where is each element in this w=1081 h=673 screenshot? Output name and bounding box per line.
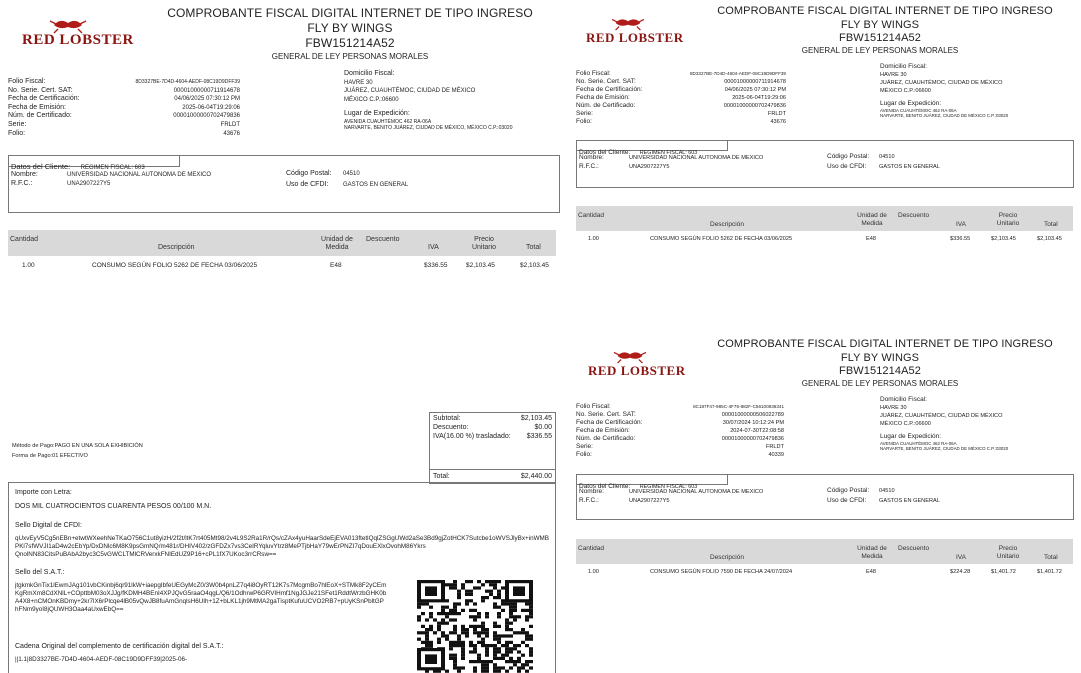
brand-logo: RED LOBSTER xyxy=(586,30,684,45)
col-descripcion: Descripción xyxy=(710,554,744,561)
subtotal-label: Subtotal: xyxy=(433,415,461,422)
domicilio-line: HAVRE 30 xyxy=(880,72,907,78)
sello-sat-value: jtgkmkGnTix1lEwmJAg101vbCKinbj6qr91lkW+iaepgIbfeUEGyMcZ0/3W0b4pnLZ7q4i8OyRT12K7s7McgmBo7hlEoX+STMk8F2yCEmKgRmXm8CdXNlL+COpttbM03oXJJg/fKDMH4BEnI4XPJQvG5raaO4qgL/Q6/1OdhrwP6GRVIHmf1NgJGJe21SFet1RddtWrzbGHK0bA4X8+nCMOnKBDmy+2kr7lX6rPlcqe4lB05vQwJB8fuAmGnqlsH6UIh+1Z+bLKL1jh9MtMA2gaTisptKufuUCVO2RB7+pUyKSnPbltGPhFNm9yoI8jQUWH3Oaa4aUxwEbQ== xyxy=(15,582,387,613)
field-value: 30/07/2024 10:12:24 PM xyxy=(722,420,784,426)
field-label: Folio Fiscal: xyxy=(576,70,611,77)
expedicion-line: NARVARTE, BENITO JUÁREZ, CIUDAD DE MÉXICO C.P.:03020 xyxy=(880,446,1009,451)
cell-total: $1,401.72 xyxy=(1037,569,1062,575)
field-label: Folio Fiscal: xyxy=(576,403,611,410)
sello-cfdi-value: qUxvEyV5Cg5nEBn+etwtWXeehNeTKaO756C1ut8yizH/2f2t/ltK7rt405Mt98/2v4L9S2Ra1R/rQs/cZAx4yuHaarSdeEjEVA013ftetlQqlZSGgUWd2aSe3Bd9gjZotHCK7Sutcbe1oWVSJlyBx+inWMBPKl7sfWVJI1aD4w2cEbYp/DxDNlc6M8K9psGmNQ/m481r/DHIV402/zGFDZx7vs3CeIRYqluvYtrz8MePTjbHaY79wErPNZI7qDouEXlxOvohM86Ykrs xyxy=(15,535,549,550)
domicilio-block xyxy=(880,396,1008,451)
client-cfdi: GASTOS EN GENERAL xyxy=(879,164,940,170)
client-regimen: REGIMEN FISCAL: 603 xyxy=(639,150,698,156)
client-header xyxy=(577,475,728,490)
field-label: Serie: xyxy=(576,110,593,117)
field-label: Núm. de Certificado: xyxy=(576,102,636,109)
sello-sat-label: Sello del S.A.T.: xyxy=(15,569,65,576)
client-rfc: UNA2907227Y5 xyxy=(629,164,670,170)
col-total: Total xyxy=(1044,554,1058,561)
cell-iva: $336.55 xyxy=(950,236,971,242)
field-value: 00001000000702479836 xyxy=(173,113,240,120)
field-label: Núm. de Certificado: xyxy=(576,435,636,442)
field-value: 04/06/2025 07:30:12 PM xyxy=(174,96,240,103)
domicilio-line: MÉXICO C.P.:06600 xyxy=(344,96,399,103)
company-regime: GENERAL DE LEY PERSONAS MORALES xyxy=(271,52,429,61)
expedicion-label: Lugar de Expedición: xyxy=(344,110,410,118)
field-value: 00001000000711914678 xyxy=(173,87,240,94)
client-rfc: UNA2907227Y5 xyxy=(67,181,111,187)
client-nombre: UNIVERSIDAD NACIONAL AUTONOMA DE MEXICO xyxy=(67,172,212,178)
payment-method: Método de Pago:PAGO EN UNA SOLA EXHIBICIÓN xyxy=(12,443,143,449)
sello-cfdi-value-2: QnolNN83CitsPuBAbA2byc3C5vGWCLTMlCRVerxkFNIEdUZ9P16+cPL1fX7UKoc3rrCRsw== xyxy=(15,551,277,558)
cell-descripcion: CONSUMO SEGÚN FOLIO 5262 DE FECHA 03/06/2025 xyxy=(650,236,793,242)
client-cfdi: GASTOS EN GENERAL xyxy=(343,182,409,188)
table-header xyxy=(576,539,1073,564)
col-iva: IVA xyxy=(956,221,966,228)
cell-total: $2,103.45 xyxy=(520,262,549,269)
field-value: 00001000000702479836 xyxy=(721,436,784,442)
table-header xyxy=(576,206,1073,231)
field-value: FRLDT xyxy=(767,111,786,117)
cadena-value: ||1.1|8D3327BE-7D4D-4604-AEDF-08C19D9DFF39|2025-06- xyxy=(15,656,188,663)
field-label: Serie: xyxy=(576,443,593,450)
company-rfc: FBW151214A52 xyxy=(305,36,395,50)
col-iva: IVA xyxy=(428,244,439,251)
fiscal-values xyxy=(112,78,240,138)
payment-form: Forma de Pago:01 EFECTIVO xyxy=(12,453,88,459)
lobster-icon xyxy=(48,16,88,34)
lobster-icon xyxy=(610,15,646,31)
client-cp-label: Código Postal: xyxy=(827,153,870,160)
cell-unidad: E48 xyxy=(866,236,876,242)
col-unidad: Unidad de Medida xyxy=(857,212,887,227)
client-cp: 04510 xyxy=(343,171,360,177)
client-header xyxy=(9,156,180,171)
col-total: Total xyxy=(526,244,541,251)
expedicion-line: AVENIDA CUAUHTÉMOC 462 RA-06A xyxy=(880,108,957,113)
domicilio-block xyxy=(344,70,512,131)
col-descripcion: Descripción xyxy=(710,221,744,228)
field-value: 8D3327BE-7D4D-4604-AEDF-08C19D9DFF39 xyxy=(135,79,240,85)
importe-value: DOS MIL CUATROCIENTOS CUARENTA PESOS 00/100 M.N. xyxy=(15,503,212,510)
col-precio: Precio Unitario xyxy=(471,236,497,251)
company-name: FLY BY WINGS xyxy=(840,19,920,31)
field-label: Fecha de Emisión: xyxy=(576,94,630,101)
invoice-title: COMPROBANTE FISCAL DIGITAL INTERNET DE TIPO INGRESO xyxy=(717,5,1053,17)
col-cantidad: Cantidad xyxy=(578,545,605,552)
totals-divider xyxy=(430,469,555,470)
col-iva: IVA xyxy=(956,554,966,561)
cell-iva: $336.55 xyxy=(424,262,448,269)
domicilio-label: Domicilio Fiscal: xyxy=(880,63,927,70)
field-label: Fecha de Certificación: xyxy=(576,419,643,426)
cell-precio: $2,103.45 xyxy=(991,236,1016,242)
domicilio-line: MÉXICO C.P.:06600 xyxy=(880,421,931,427)
totals-box xyxy=(429,412,556,484)
descuento-value: $0.00 xyxy=(534,424,552,431)
field-label: Folio: xyxy=(576,451,592,458)
client-header-label: Datos del Cliente: xyxy=(11,162,71,171)
client-cp: 04510 xyxy=(879,488,895,494)
expedicion-line: AVENIDA CUAUHTÉMOC 462 RA-06A xyxy=(880,441,957,446)
field-value: 2025-06-04T19:29:06 xyxy=(732,95,786,101)
lobster-icon xyxy=(612,348,648,364)
client-nombre-label: Nombre: xyxy=(579,488,604,495)
col-descuento: Descuento xyxy=(898,212,930,219)
expedicion-line: NARVARTE, BENITO JUÁREZ, CIUDAD DE MÉXICO, MÉXICO C.P.:03020 xyxy=(344,124,513,131)
client-rfc-label: R.F.C.: xyxy=(11,180,33,187)
client-header-label: Datos del Cliente: xyxy=(579,149,631,156)
field-label: Núm. de Certificado: xyxy=(8,112,72,120)
field-value: 00001000000702479836 xyxy=(723,103,786,109)
iva-value: $336.55 xyxy=(526,433,552,440)
domicilio-line: MÉXICO C.P.:06600 xyxy=(880,88,931,94)
client-cfdi-label: Uso de CFDI: xyxy=(827,163,867,170)
cell-precio: $2,103.45 xyxy=(466,262,495,269)
importe-label: Importe con Letra: xyxy=(15,489,72,496)
field-value: 2024-07-30T22:08:58 xyxy=(730,428,784,434)
company-regime: GENERAL DE LEY PERSONAS MORALES xyxy=(801,379,959,388)
invoice-title: COMPROBANTE FISCAL DIGITAL INTERNET DE TIPO INGRESO xyxy=(167,6,533,20)
field-value: 00001000000711914678 xyxy=(724,79,786,85)
col-precio: Precio Unitario xyxy=(996,212,1020,227)
field-label: No. Serie. Cert. SAT: xyxy=(576,78,636,85)
company-name: FLY BY WINGS xyxy=(840,352,920,364)
field-label: Folio: xyxy=(8,129,26,137)
domicilio-label: Domicilio Fiscal: xyxy=(880,396,927,403)
client-header-label: Datos del Cliente: xyxy=(579,483,631,490)
expedicion-label: Lugar de Expedición: xyxy=(880,433,942,440)
client-cp-label: Código Postal: xyxy=(286,170,332,177)
cell-descripcion: CONSUMO SEGÚN FOLIO 7590 DE FECHA 24/07/2024 xyxy=(650,569,793,575)
field-value: 43676 xyxy=(770,119,786,125)
total-label: Total: xyxy=(433,473,450,480)
client-nombre-label: Nombre: xyxy=(11,171,38,178)
cell-total: $2,103.45 xyxy=(1037,236,1062,242)
col-descuento: Descuento xyxy=(366,236,400,243)
fiscal-values xyxy=(666,70,786,126)
domicilio-line: JUÁREZ, CUAUHTÉMOC, CIUDAD DE MÉXICO xyxy=(344,88,476,95)
client-rfc-label: R.F.C.: xyxy=(579,163,599,170)
col-unidad: Unidad de Medida xyxy=(321,236,353,251)
cell-precio: $1,401.72 xyxy=(991,569,1016,575)
expedicion-line: NARVARTE, BENITO JUÁREZ, CIUDAD DE MÉXICO C.P.:03020 xyxy=(880,113,1009,118)
cell-descripcion: CONSUMO SEGÚN FOLIO 5262 DE FECHA 03/06/2025 xyxy=(92,262,258,269)
expedicion-label: Lugar de Expedición: xyxy=(880,100,942,107)
invoice-title: COMPROBANTE FISCAL DIGITAL INTERNET DE TIPO INGRESO xyxy=(717,338,1053,350)
field-label: Fecha de Emisión: xyxy=(576,427,630,434)
company-name: FLY BY WINGS xyxy=(307,21,393,35)
client-cfdi: GASTOS EN GENERAL xyxy=(879,498,940,504)
cell-cantidad: 1.00 xyxy=(588,236,599,242)
field-label: Folio: xyxy=(576,118,592,125)
client-rfc-label: R.F.C.: xyxy=(579,497,599,504)
field-value: 43676 xyxy=(223,130,240,137)
client-nombre: UNIVERSIDAD NACIONAL AUTONOMA DE MEXICO xyxy=(629,155,764,161)
client-cfdi-label: Uso de CFDI: xyxy=(827,497,867,504)
client-header xyxy=(577,141,728,156)
cell-cantidad: 1.00 xyxy=(588,569,599,575)
col-descuento: Descuento xyxy=(898,545,930,552)
total-value: $2,440.00 xyxy=(520,473,552,480)
field-value: 2025-06-04T19:29:06 xyxy=(182,104,240,111)
field-value: 8C187F47-985C-4F76-882F-C56100836341 xyxy=(693,404,784,409)
client-box xyxy=(576,474,1074,520)
fiscal-labels xyxy=(576,70,642,126)
client-regimen: REGIMEN FISCAL: 603 xyxy=(80,165,145,171)
field-label: No. Serie. Cert. SAT: xyxy=(8,86,73,94)
field-value: 04/06/2025 07:30:12 PM xyxy=(724,87,786,93)
client-nombre: UNIVERSIDAD NACIONAL AUTONOMA DE MEXICO xyxy=(629,489,764,495)
subtotal-value: $2,103.45 xyxy=(520,415,552,422)
client-rfc: UNA2907227Y5 xyxy=(629,498,670,504)
cell-unidad: E48 xyxy=(330,262,342,269)
brand-logo: RED LOBSTER xyxy=(588,363,686,378)
cell-iva: $224.28 xyxy=(950,569,971,575)
iva-label: IVA(16.00 %) trasladado: xyxy=(433,433,511,440)
cadena-label: Cadena Original del complemento de certificación digital del S.A.T.: xyxy=(15,643,224,650)
qr-code xyxy=(415,578,535,673)
company-rfc: FBW151214A52 xyxy=(839,365,921,377)
fiscal-labels xyxy=(576,403,642,459)
domicilio-line: HAVRE 30 xyxy=(880,405,907,411)
field-label: Folio Fiscal: xyxy=(8,78,46,85)
field-label: No. Serie. Cert. SAT: xyxy=(576,411,636,418)
col-precio: Precio Unitario xyxy=(996,545,1020,560)
col-cantidad: Cantidad xyxy=(10,236,39,243)
table-header xyxy=(8,230,556,256)
domicilio-block xyxy=(880,63,1008,118)
client-nombre-label: Nombre: xyxy=(579,154,604,161)
client-cp-label: Código Postal: xyxy=(827,487,870,494)
domicilio-line: HAVRE 30 xyxy=(344,79,373,86)
field-value: FRLDT xyxy=(765,444,784,450)
client-cp: 04510 xyxy=(879,154,895,160)
company-regime: GENERAL DE LEY PERSONAS MORALES xyxy=(801,46,959,55)
field-value: 00001000000506022789 xyxy=(721,412,784,418)
client-cfdi-label: Uso de CFDI: xyxy=(286,181,329,188)
field-value: FRLDT xyxy=(220,121,240,128)
domicilio-line: JUÁREZ, CUAUHTÉMOC, CIUDAD DE MÉXICO xyxy=(880,80,1003,86)
stamp-box xyxy=(8,482,556,673)
descuento-label: Descuento: xyxy=(433,424,469,431)
col-descripcion: Descripción xyxy=(158,244,195,251)
client-box xyxy=(576,140,1074,188)
field-label: Serie: xyxy=(8,120,27,128)
field-label: Fecha de Emisión: xyxy=(8,103,66,111)
sello-cfdi-label: Sello Digital de CFDI: xyxy=(15,522,82,529)
cell-unidad: E48 xyxy=(866,569,876,575)
client-box xyxy=(8,155,560,213)
col-unidad: Unidad de Medida xyxy=(857,545,887,560)
fiscal-labels xyxy=(8,78,80,138)
col-cantidad: Cantidad xyxy=(578,212,605,219)
company-rfc: FBW151214A52 xyxy=(839,32,921,44)
brand-logo: RED LOBSTER xyxy=(22,32,134,48)
field-label: Fecha de Certificación: xyxy=(576,86,643,93)
col-total: Total xyxy=(1044,221,1058,228)
cell-cantidad: 1.00 xyxy=(22,262,35,269)
field-value: 40339 xyxy=(768,452,784,458)
domicilio-line: JUÁREZ, CUAUHTÉMOC, CIUDAD DE MÉXICO xyxy=(880,413,1003,419)
field-value: 8D3327BE-7D4D-4604-AEDF-08C19D9DFF39 xyxy=(689,71,786,76)
expedicion-line: AVENIDA CUAUHTÉMOC 462 RA-06A xyxy=(344,118,432,125)
domicilio-label: Domicilio Fiscal: xyxy=(344,70,395,77)
client-regimen: REGIMEN FISCAL: 603 xyxy=(639,484,698,490)
fiscal-values xyxy=(664,403,784,459)
field-label: Fecha de Certificación: xyxy=(8,95,80,103)
